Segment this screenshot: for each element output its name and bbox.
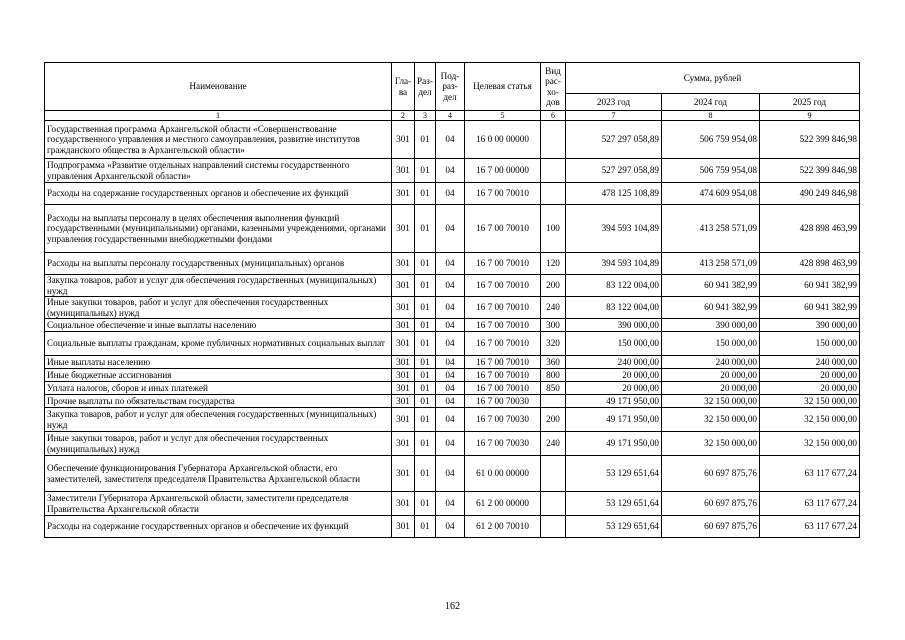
table-row: [45, 319, 860, 332]
row-sum-2023: 49 171 950,00: [566, 395, 662, 408]
row-sum-2024: 60 697 875,76: [662, 492, 760, 516]
row-razdel: 01: [415, 319, 436, 332]
row-podrazdel: 04: [436, 183, 465, 205]
row-podrazdel: 04: [436, 332, 465, 356]
row-podrazdel: 04: [436, 432, 465, 456]
row-sum-2024: 390 000,00: [662, 319, 760, 332]
header-vid: Вид рас-хо-дов: [541, 63, 566, 111]
table-row: [45, 492, 860, 516]
row-podrazdel: 04: [436, 369, 465, 382]
row-sum-2023: 20 000,00: [566, 369, 662, 382]
row-name: Расходы на содержание государственных органов и обеспечение их функций: [45, 516, 392, 538]
table-row: [45, 408, 860, 432]
row-glava: 301: [392, 456, 415, 492]
row-sum-2023: 390 000,00: [566, 319, 662, 332]
row-sum-2024: 60 941 382,99: [662, 297, 760, 319]
row-name: Расходы на содержание государственных органов и обеспечение их функций: [45, 183, 392, 205]
row-target: 16 7 00 70030: [465, 432, 541, 456]
row-sum-2024: 150 000,00: [662, 332, 760, 356]
row-sum-2025: 63 117 677,24: [760, 456, 860, 492]
row-target: 16 7 00 70010: [465, 205, 541, 253]
row-sum-2024: 60 697 875,76: [662, 516, 760, 538]
row-sum-2025: 63 117 677,24: [760, 492, 860, 516]
row-razdel: 01: [415, 432, 436, 456]
column-number: 6: [541, 111, 566, 121]
row-sum-2025: 150 000,00: [760, 332, 860, 356]
row-glava: 301: [392, 159, 415, 183]
row-sum-2023: 394 593 104,89: [566, 205, 662, 253]
row-vid: 200: [541, 275, 566, 297]
row-vid: 120: [541, 253, 566, 275]
row-glava: 301: [392, 492, 415, 516]
row-vid: 200: [541, 408, 566, 432]
row-target: 16 0 00 00000: [465, 121, 541, 159]
row-glava: 301: [392, 121, 415, 159]
row-podrazdel: 04: [436, 408, 465, 432]
row-name: Социальное обеспечение и иные выплаты населению: [45, 319, 392, 332]
row-razdel: 01: [415, 369, 436, 382]
row-sum-2023: 150 000,00: [566, 332, 662, 356]
row-vid: 800: [541, 369, 566, 382]
row-razdel: 01: [415, 297, 436, 319]
row-vid: 320: [541, 332, 566, 356]
row-podrazdel: 04: [436, 275, 465, 297]
table-row: [45, 369, 860, 382]
row-sum-2023: 49 171 950,00: [566, 432, 662, 456]
row-target: 16 7 00 70010: [465, 253, 541, 275]
row-glava: 301: [392, 432, 415, 456]
row-sum-2024: 32 150 000,00: [662, 432, 760, 456]
row-sum-2023: 20 000,00: [566, 382, 662, 395]
table-row: [45, 253, 860, 275]
row-podrazdel: 04: [436, 492, 465, 516]
row-vid: [541, 395, 566, 408]
row-razdel: 01: [415, 253, 436, 275]
row-name: Иные бюджетные ассигнования: [45, 369, 392, 382]
table-row: [45, 432, 860, 456]
row-razdel: 01: [415, 492, 436, 516]
row-name: Иные выплаты населению: [45, 356, 392, 369]
header-year-2023: 2023 год: [566, 94, 662, 111]
row-name: Заместители Губернатора Архангельской области, заместители председателя Правительства Архангельской области: [45, 492, 392, 516]
row-podrazdel: 04: [436, 205, 465, 253]
column-number: 2: [392, 111, 415, 121]
header-row: [45, 63, 860, 94]
table-row: [45, 205, 860, 253]
row-target: 61 2 00 70010: [465, 516, 541, 538]
table-row: [45, 121, 860, 159]
row-target: 16 7 00 70010: [465, 275, 541, 297]
row-name: Закупка товаров, работ и услуг для обеспечения государственных (муниципальных) нужд: [45, 275, 392, 297]
row-glava: 301: [392, 395, 415, 408]
row-target: 61 2 00 00000: [465, 492, 541, 516]
row-name: Подпрограмма «Развитие отдельных направлений системы государственного управления Архангельской области»: [45, 159, 392, 183]
row-name: Уплата налогов, сборов и иных платежей: [45, 382, 392, 395]
row-sum-2024: 240 000,00: [662, 356, 760, 369]
row-glava: 301: [392, 516, 415, 538]
row-target: 16 7 00 70030: [465, 408, 541, 432]
row-razdel: 01: [415, 275, 436, 297]
column-number: 7: [566, 111, 662, 121]
row-name: Иные закупки товаров, работ и услуг для обеспечения государственных (муниципальных) нужд: [45, 432, 392, 456]
row-name: Социальные выплаты гражданам, кроме публичных нормативных социальных выплат: [45, 332, 392, 356]
row-podrazdel: 04: [436, 297, 465, 319]
page-number: 162: [445, 601, 460, 612]
row-sum-2024: 60 941 382,99: [662, 275, 760, 297]
row-razdel: 01: [415, 356, 436, 369]
row-target: 16 7 00 70010: [465, 183, 541, 205]
row-vid: [541, 516, 566, 538]
row-target: 16 7 00 70010: [465, 369, 541, 382]
row-name: Прочие выплаты по обязательствам государства: [45, 395, 392, 408]
row-target: 16 7 00 70010: [465, 297, 541, 319]
row-glava: 301: [392, 369, 415, 382]
row-sum-2023: 527 297 058,89: [566, 159, 662, 183]
row-sum-2023: 49 171 950,00: [566, 408, 662, 432]
row-glava: 301: [392, 332, 415, 356]
column-number: 3: [415, 111, 436, 121]
row-razdel: 01: [415, 205, 436, 253]
row-podrazdel: 04: [436, 516, 465, 538]
row-name: Государственная программа Архангельской области «Совершенствование государственного управления и местного самоуправления, развитие институтов гражданского общества в Архангельской области»: [45, 121, 392, 159]
header-target: Целевая статья: [465, 63, 541, 111]
table-row: [45, 183, 860, 205]
row-sum-2024: 20 000,00: [662, 382, 760, 395]
row-sum-2023: 83 122 004,00: [566, 275, 662, 297]
row-glava: 301: [392, 253, 415, 275]
row-target: 16 7 00 70010: [465, 319, 541, 332]
row-podrazdel: 04: [436, 456, 465, 492]
row-sum-2023: 240 000,00: [566, 356, 662, 369]
row-razdel: 01: [415, 121, 436, 159]
table-row: [45, 395, 860, 408]
row-name: Расходы на выплаты персоналу государственных (муниципальных) органов: [45, 253, 392, 275]
table-row: [45, 297, 860, 319]
row-sum-2025: 63 117 677,24: [760, 516, 860, 538]
row-sum-2024: 413 258 571,09: [662, 253, 760, 275]
row-glava: 301: [392, 205, 415, 253]
row-sum-2024: 506 759 954,08: [662, 159, 760, 183]
row-podrazdel: 04: [436, 159, 465, 183]
table-row: [45, 275, 860, 297]
row-target: 16 7 00 70010: [465, 382, 541, 395]
row-vid: [541, 492, 566, 516]
row-razdel: 01: [415, 456, 436, 492]
table-row: [45, 332, 860, 356]
row-sum-2024: 20 000,00: [662, 369, 760, 382]
row-name: Закупка товаров, работ и услуг для обеспечения государственных (муниципальных) нужд: [45, 408, 392, 432]
row-podrazdel: 04: [436, 356, 465, 369]
row-sum-2024: 32 150 000,00: [662, 395, 760, 408]
row-sum-2023: 83 122 004,00: [566, 297, 662, 319]
row-sum-2023: 478 125 108,89: [566, 183, 662, 205]
row-sum-2025: 20 000,00: [760, 382, 860, 395]
header-razdel: Раз-дел: [415, 63, 436, 111]
row-vid: 240: [541, 432, 566, 456]
table-row: [45, 382, 860, 395]
row-glava: 301: [392, 319, 415, 332]
column-number: 9: [760, 111, 860, 121]
row-podrazdel: 04: [436, 395, 465, 408]
row-sum-2024: 474 609 954,08: [662, 183, 760, 205]
row-podrazdel: 04: [436, 382, 465, 395]
row-name: Иные закупки товаров, работ и услуг для обеспечения государственных (муниципальных) нужд: [45, 297, 392, 319]
row-podrazdel: 04: [436, 319, 465, 332]
row-sum-2025: 490 249 846,98: [760, 183, 860, 205]
row-target: 61 0 00 00000: [465, 456, 541, 492]
row-razdel: 01: [415, 408, 436, 432]
row-glava: 301: [392, 356, 415, 369]
header-name: Наименование: [45, 63, 392, 111]
row-sum-2025: 20 000,00: [760, 369, 860, 382]
row-vid: [541, 456, 566, 492]
row-sum-2023: 53 129 651,64: [566, 456, 662, 492]
row-sum-2024: 60 697 875,76: [662, 456, 760, 492]
row-razdel: 01: [415, 395, 436, 408]
row-glava: 301: [392, 183, 415, 205]
row-vid: [541, 121, 566, 159]
row-sum-2025: 32 150 000,00: [760, 432, 860, 456]
header-glava: Гла-ва: [392, 63, 415, 111]
row-sum-2024: 413 258 571,09: [662, 205, 760, 253]
row-vid: 100: [541, 205, 566, 253]
row-sum-2024: 32 150 000,00: [662, 408, 760, 432]
row-target: 16 7 00 70010: [465, 332, 541, 356]
header-year-2025: 2025 год: [760, 94, 860, 111]
table-row: [45, 356, 860, 369]
table-body: [45, 121, 860, 538]
row-vid: 240: [541, 297, 566, 319]
row-sum-2023: 527 297 058,89: [566, 121, 662, 159]
row-sum-2023: 394 593 104,89: [566, 253, 662, 275]
row-razdel: 01: [415, 159, 436, 183]
row-glava: 301: [392, 408, 415, 432]
row-sum-2024: 506 759 954,08: [662, 121, 760, 159]
row-razdel: 01: [415, 382, 436, 395]
row-sum-2023: 53 129 651,64: [566, 492, 662, 516]
row-razdel: 01: [415, 516, 436, 538]
header-year-2024: 2024 год: [662, 94, 760, 111]
row-podrazdel: 04: [436, 121, 465, 159]
row-sum-2025: 522 399 846,98: [760, 121, 860, 159]
header-podrazdel: Под-раз-дел: [436, 63, 465, 111]
row-sum-2025: 240 000,00: [760, 356, 860, 369]
row-sum-2025: 60 941 382,99: [760, 275, 860, 297]
row-vid: 360: [541, 356, 566, 369]
column-number: 5: [465, 111, 541, 121]
row-name: Расходы на выплаты персоналу в целях обеспечения выполнения функций государственными (муниципальными) органами, казенными учреждениями, органами управления государственными внебюджетными фондами: [45, 205, 392, 253]
row-sum-2025: 428 898 463,99: [760, 253, 860, 275]
row-vid: [541, 183, 566, 205]
table-row: [45, 456, 860, 492]
row-vid: 300: [541, 319, 566, 332]
row-sum-2023: 53 129 651,64: [566, 516, 662, 538]
row-razdel: 01: [415, 183, 436, 205]
row-glava: 301: [392, 275, 415, 297]
row-sum-2025: 522 399 846,98: [760, 159, 860, 183]
row-sum-2025: 32 150 000,00: [760, 395, 860, 408]
row-target: 16 7 00 70010: [465, 356, 541, 369]
row-sum-2025: 60 941 382,99: [760, 297, 860, 319]
row-sum-2025: 390 000,00: [760, 319, 860, 332]
row-sum-2025: 32 150 000,00: [760, 408, 860, 432]
row-podrazdel: 04: [436, 253, 465, 275]
row-glava: 301: [392, 382, 415, 395]
row-sum-2025: 428 898 463,99: [760, 205, 860, 253]
table-row: [45, 159, 860, 183]
header-sum: Сумма, рублей: [566, 63, 860, 94]
table-row: [45, 516, 860, 538]
budget-table: [44, 62, 860, 538]
column-number-row: [45, 111, 860, 121]
row-target: 16 7 00 70030: [465, 395, 541, 408]
row-razdel: 01: [415, 332, 436, 356]
row-target: 16 7 00 00000: [465, 159, 541, 183]
row-glava: 301: [392, 297, 415, 319]
row-vid: [541, 159, 566, 183]
row-name: Обеспечение функционирования Губернатора Архангельской области, его заместителей, заместителя председателя Правительства Архангельской области: [45, 456, 392, 492]
column-number: 8: [662, 111, 760, 121]
row-vid: 850: [541, 382, 566, 395]
column-number: 1: [45, 111, 392, 121]
column-number: 4: [436, 111, 465, 121]
